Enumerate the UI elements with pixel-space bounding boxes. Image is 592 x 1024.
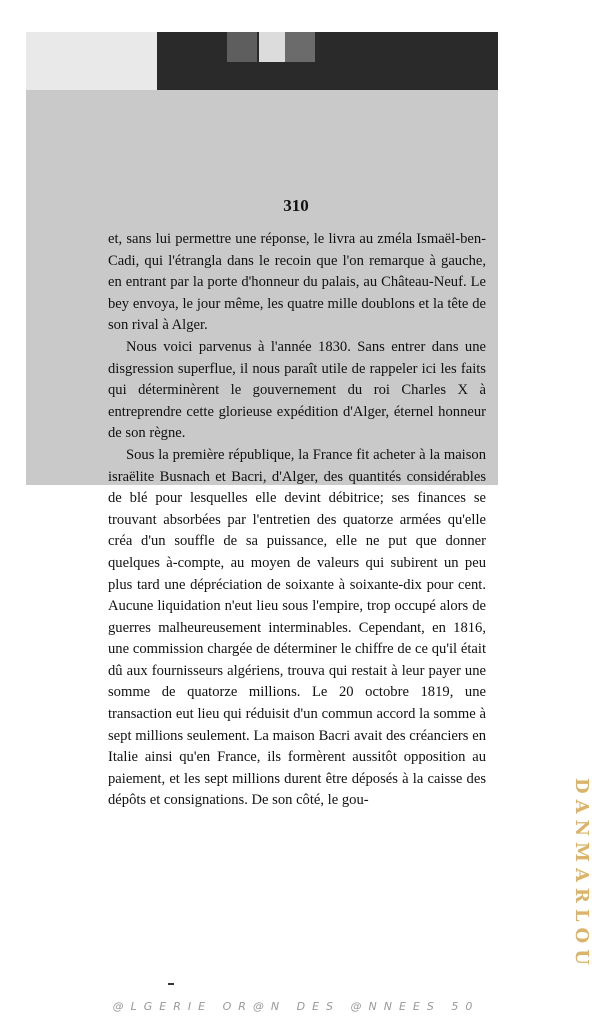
watermark-logo: DANMARLOU — [571, 778, 592, 971]
scan-background-light — [26, 32, 157, 90]
page-body — [108, 229, 486, 812]
paragraph-3: Sous la première république, la France fit acheter à la maison israëlite Busnach et Bacri, d'Alger, des quantités considérables de blé pour lesquelles elle devint débitrice; ses finances se trouvant absorbées par l'entretien des quatorze armées qu'elle créa d'un souffle de sa puissance, elle ne put que donner quelques à-compte, au moyen de valeurs qui subirent un peu plus tard une dépréciation de soixante à soixante-dix pour cent. Aucune liquidation n'eut lieu sous l'empire, trop occupé alors de guerres malheureusement interminables. Cependant, en 1816, une commission chargée de déterminer le chiffre de ce qu'il était dû aux fournisseurs algériens, trouva qui restait à leur payer une somme de quatorze millions. Le 20 octobre 1819, une transaction eut lieu qui réduisit d'un commun accord la somme à sept millions seulement. La maison Bacri avait des créanciers en Italie ainsi qu'en France, ils formèrent aussitôt opposition au paiement, et les sept millions durent être déposés à la caisse des dépôts et consignations. De son côté, le gou- — [108, 446, 486, 809]
page-number: 310 — [283, 196, 309, 215]
scan-header-strip — [157, 32, 498, 90]
footer-caption: @LGERIE OR@N DES @NNEES 50 — [112, 1000, 480, 1013]
paragraph-1: et, sans lui permettre une réponse, le livra au zméla Ismaël-ben-Cadi, qui l'étrangla dans le recoin que l'on remarque à gauche, en entrant par la porte d'honneur du palais, au Château-Neuf. Le bey envoya, le jour même, les quatre mille doublons et la tête de son rival à Alger. — [108, 231, 486, 334]
scan-mark — [168, 983, 174, 985]
paragraph-2: Nous voici parvenus à l'année 1830. Sans entrer dans une disgression superflue, il nous paraît utile de rappeler ici les faits qui déterminèrent le gouvernement du roi Charles X à entreprendre cette glorieuse expédition d'Alger, éternel honneur de son règne. — [108, 338, 486, 442]
